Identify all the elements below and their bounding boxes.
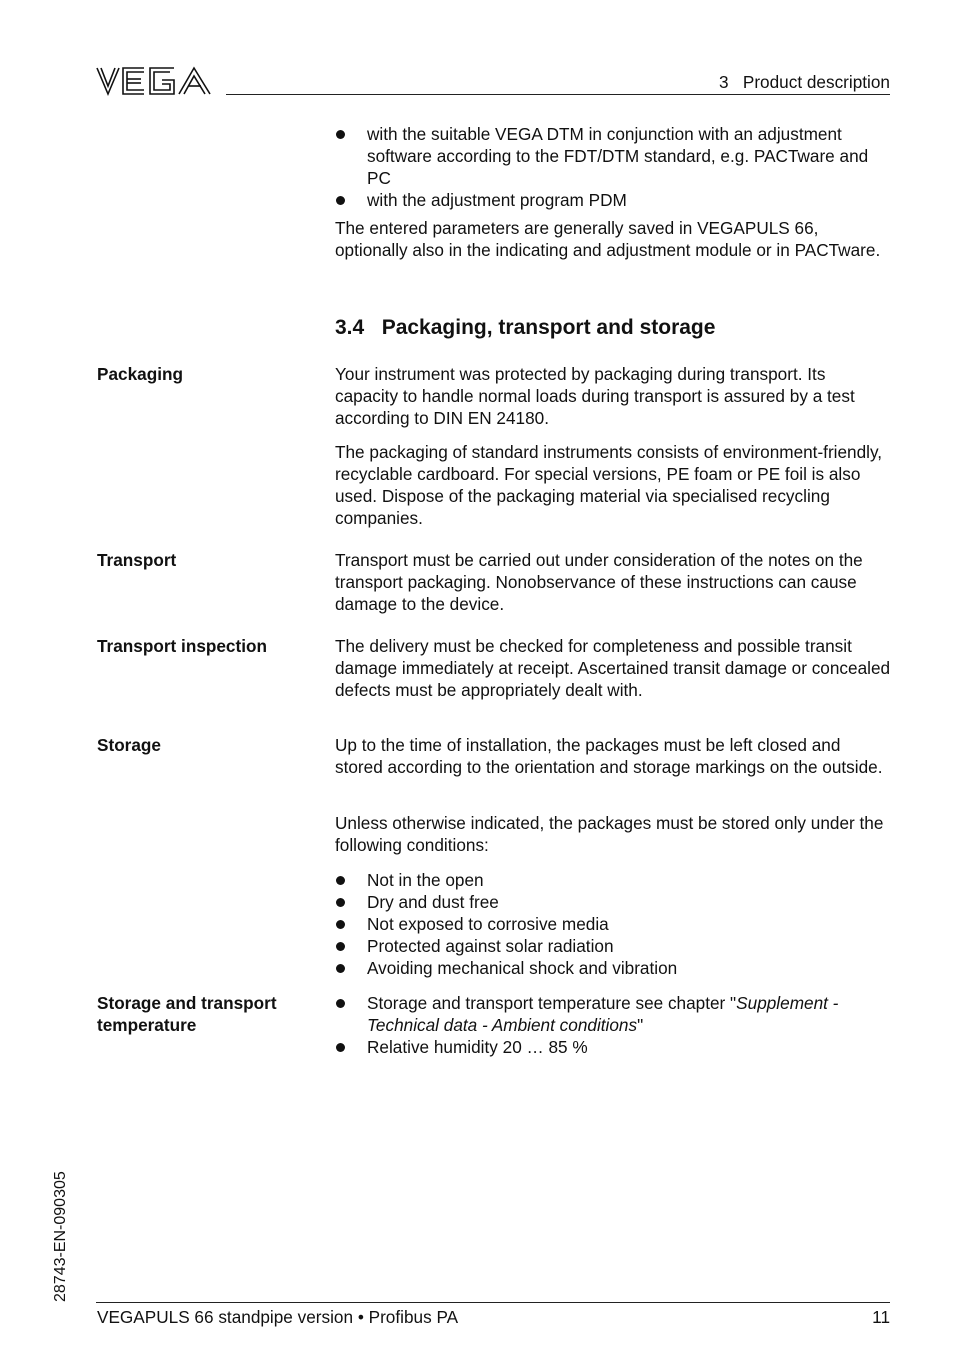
- list-item: Not exposed to corrosive media: [335, 913, 891, 935]
- list-item: Not in the open: [335, 869, 891, 891]
- logo-text: VEGA: [96, 64, 99, 65]
- temperature-text: Storage and transport temperature see chapter ": [367, 993, 737, 1013]
- vega-logo: [96, 64, 214, 98]
- intro-paragraph: The entered parameters are generally saved in VEGAPULS 66, optionally also in the indicating and adjustment module or in PACTware.: [335, 218, 881, 260]
- list-item: with the suitable VEGA DTM in conjunction with an adjustment software according to the FDT/DTM standard, e.g. PACTware and PC: [335, 123, 891, 189]
- transport-inspection-paragraph: The delivery must be checked for completeness and possible transit damage immediately at receipt. Ascertained transit damage or concealed defects must be appropriately dealt with.: [335, 636, 891, 700]
- transport-paragraph: Transport must be carried out under consideration of the notes on the transport packaging. Nonobservance of these instructions can cause damage to the device.: [335, 550, 863, 614]
- list-item: [335, 992, 891, 1036]
- storage-temperature-list: [335, 992, 891, 1058]
- storage-label: Storage: [97, 735, 161, 755]
- storage-paragraph-2: Unless otherwise indicated, the packages must be stored only under the following conditions:: [335, 813, 884, 855]
- supplement-reference: Supplement - Technical data - Ambient conditions: [367, 993, 839, 1035]
- document-id: 28743-EN-090305: [52, 1171, 69, 1302]
- footer-doc-title: VEGAPULS 66 standpipe version • Profibus PA: [97, 1307, 459, 1327]
- storage-temperature-label: Storage and transport temperature: [97, 993, 277, 1035]
- temperature-text-end: ": [637, 1015, 644, 1035]
- footer-rule: [96, 1302, 890, 1303]
- packaging-paragraph-2: The packaging of standard instruments consists of environment-friendly, recyclable cardboard. For special versions, PE foam or PE foil is also used. Dispose of the packaging material via specialised recycling companies.: [335, 442, 883, 528]
- transport-inspection-label: Transport inspection: [97, 636, 267, 656]
- packaging-label: Packaging: [97, 364, 183, 384]
- section-title: 3.4 Packaging, transport and storage: [335, 316, 716, 339]
- page-number: 11: [872, 1307, 890, 1327]
- list-item: Protected against solar radiation: [335, 935, 891, 957]
- chapter-heading: 3 Product description: [718, 72, 890, 92]
- header-rule: [226, 94, 890, 95]
- vega-logo-icon: [96, 64, 214, 98]
- list-item: Relative humidity 20 … 85 %: [335, 1036, 891, 1058]
- list-item: Dry and dust free: [335, 891, 891, 913]
- intro-bullet-list: [335, 123, 891, 211]
- list-item: Avoiding mechanical shock and vibration: [335, 957, 891, 979]
- transport-label: Transport: [97, 550, 177, 570]
- storage-paragraph-1: Up to the time of installation, the packages must be left closed and stored according to the orientation and storage markings on the outside.: [335, 735, 883, 777]
- list-item: with the adjustment program PDM: [335, 189, 891, 211]
- packaging-paragraph-1: Your instrument was protected by packaging during transport. Its capacity to handle normal loads during transport is assured by a test according to DIN EN 24180.: [335, 364, 855, 428]
- storage-conditions-list: [335, 869, 891, 979]
